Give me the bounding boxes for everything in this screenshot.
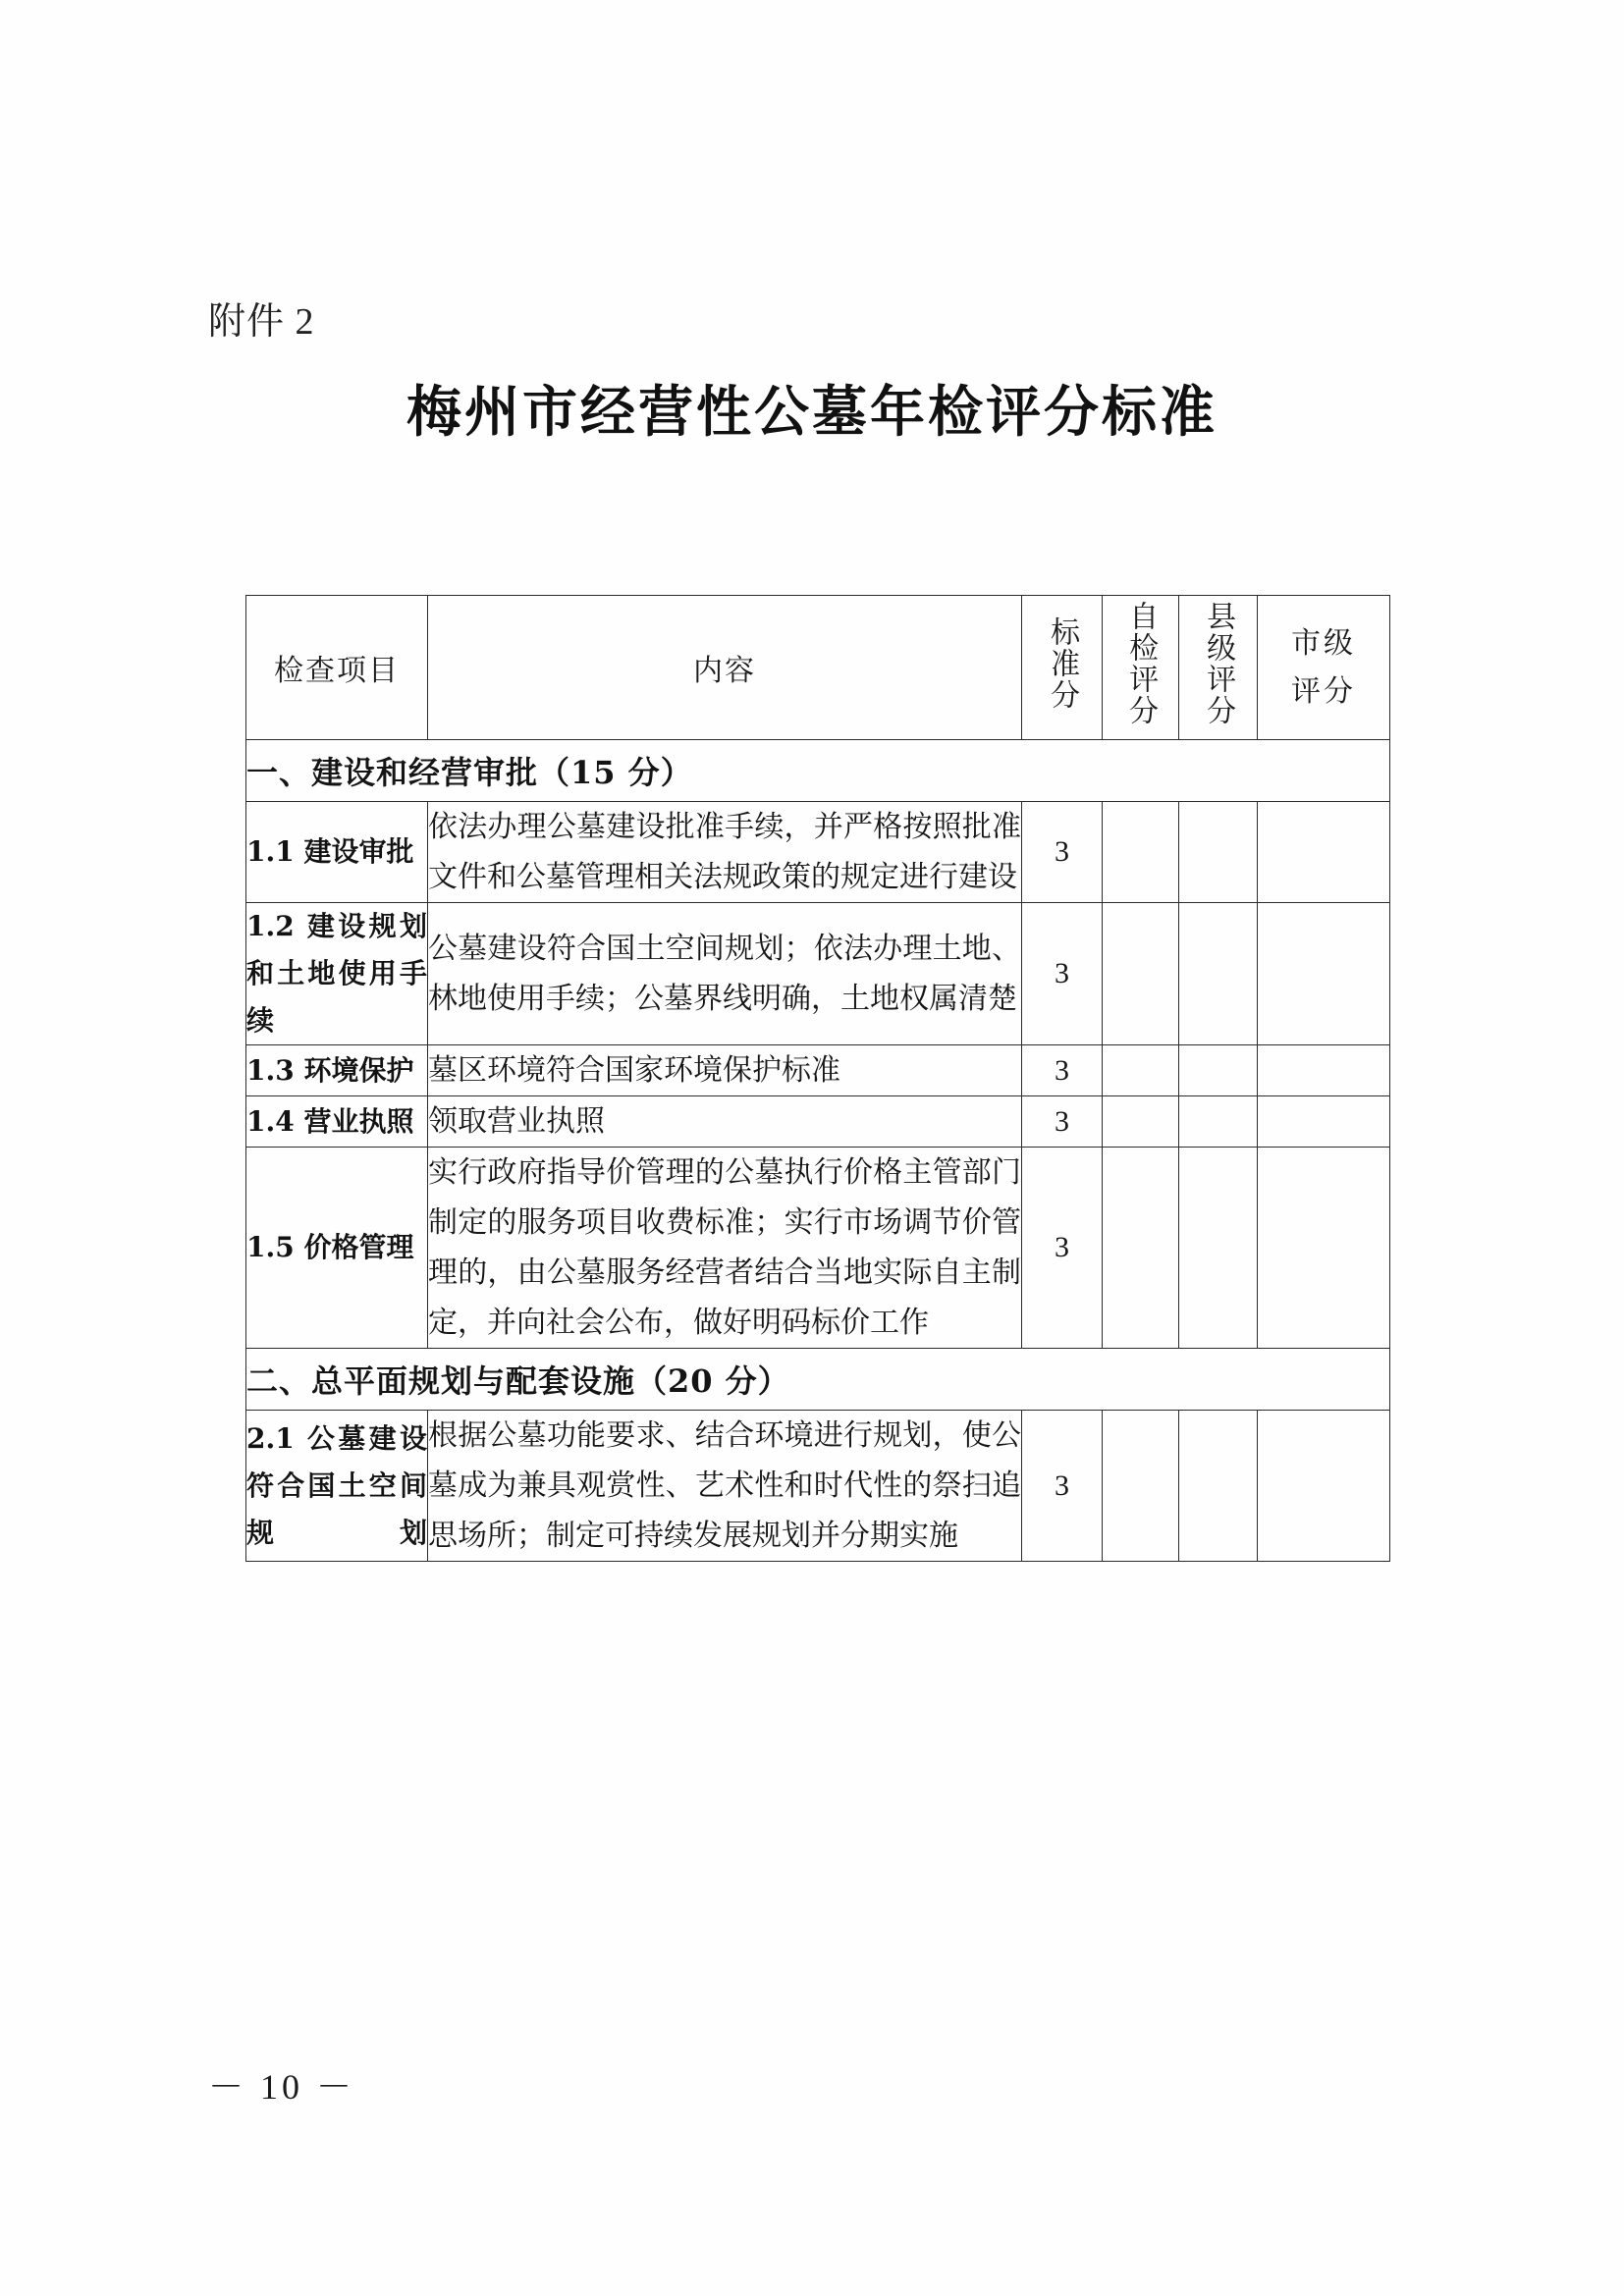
cell-county-score[interactable] (1179, 1096, 1258, 1148)
cell-standard-score: 3 (1022, 1045, 1103, 1096)
cell-item: 1.4 营业执照 (246, 1096, 428, 1148)
section-heading-row (246, 740, 1390, 802)
section-heading-row (246, 1349, 1390, 1411)
cell-standard-score: 3 (1022, 1148, 1103, 1349)
cell-city-score[interactable] (1258, 1148, 1390, 1349)
cell-city-score[interactable] (1258, 1045, 1390, 1096)
header-standard-score (1022, 596, 1103, 740)
cell-content: 领取营业执照 (428, 1096, 1022, 1148)
header-city-score-line2: 评分 (1291, 675, 1356, 708)
cell-self-score[interactable] (1103, 1045, 1179, 1096)
section-heading: 一、建设和经营审批（15 分） (246, 740, 1390, 802)
table-header (246, 596, 1390, 740)
cell-city-score[interactable] (1258, 802, 1390, 903)
cell-city-score[interactable] (1258, 903, 1390, 1045)
cell-standard-score: 3 (1022, 802, 1103, 903)
table-header-row (246, 596, 1390, 740)
cell-content: 公墓建设符合国土空间规划；依法办理土地、林地使用手续；公墓界线明确，土地权属清楚 (428, 903, 1022, 1045)
cell-self-score[interactable] (1103, 1096, 1179, 1148)
header-content-label: 内容 (693, 655, 756, 687)
section-heading: 二、总平面规划与配套设施（20 分） (246, 1349, 1390, 1411)
cell-item: 1.5 价格管理 (246, 1148, 428, 1349)
header-standard-score-label: 标准分 (1046, 616, 1079, 711)
cell-standard-score: 3 (1022, 1411, 1103, 1562)
cell-self-score[interactable] (1103, 1411, 1179, 1562)
cell-content: 依法办理公墓建设批准手续，并严格按照批准文件和公墓管理相关法规政策的规定进行建设 (428, 802, 1022, 903)
cell-county-score[interactable] (1179, 1148, 1258, 1349)
table-row (246, 903, 1390, 1045)
cell-content: 实行政府指导价管理的公墓执行价格主管部门制定的服务项目收费标准；实行市场调节价管理的，由公墓服务经营者结合当地实际自主制定，并向社会公布，做好明码标价工作 (428, 1148, 1022, 1349)
cell-item: 1.1 建设审批 (246, 802, 428, 903)
table-row (246, 1411, 1390, 1562)
cell-county-score[interactable] (1179, 1411, 1258, 1562)
header-self-score-label: 自检评分 (1124, 601, 1158, 726)
header-city-score (1258, 596, 1390, 740)
header-content (428, 596, 1022, 740)
table-row (246, 1096, 1390, 1148)
attachment-label: 附件 2 (208, 301, 315, 343)
header-item (246, 596, 428, 740)
cell-standard-score: 3 (1022, 1096, 1103, 1148)
header-self-score (1103, 596, 1179, 740)
table-row (246, 1148, 1390, 1349)
cell-county-score[interactable] (1179, 903, 1258, 1045)
cell-county-score[interactable] (1179, 802, 1258, 903)
page-title: 梅州市经营性公墓年检评分标准 (406, 380, 1218, 445)
score-table (245, 595, 1390, 1562)
table-row (246, 1045, 1390, 1096)
header-city-score-block (1258, 619, 1389, 717)
cell-city-score[interactable] (1258, 1096, 1390, 1148)
cell-item: 2.1 公墓建设符合国土空间规划 (246, 1411, 428, 1562)
cell-standard-score: 3 (1022, 903, 1103, 1045)
page-footer: － 10 － (208, 2067, 356, 2107)
cell-self-score[interactable] (1103, 802, 1179, 903)
header-item-label: 检查项目 (274, 655, 400, 687)
table-row (246, 802, 1390, 903)
cell-item: 1.2 建设规划和土地使用手续 (246, 903, 428, 1045)
header-county-score (1179, 596, 1258, 740)
header-city-score-line1: 市级 (1291, 626, 1356, 660)
cell-content: 墓区环境符合国家环境保护标准 (428, 1045, 1022, 1096)
table-body (246, 740, 1390, 1562)
cell-item: 1.3 环境保护 (246, 1045, 428, 1096)
cell-city-score[interactable] (1258, 1411, 1390, 1562)
header-county-score-label: 县级评分 (1202, 601, 1235, 726)
cell-self-score[interactable] (1103, 903, 1179, 1045)
cell-self-score[interactable] (1103, 1148, 1179, 1349)
cell-content: 根据公墓功能要求、结合环境进行规划，使公墓成为兼具观赏性、艺术性和时代性的祭扫追思场所；制定可持续发展规划并分期实施 (428, 1411, 1022, 1562)
score-table-wrapper (245, 595, 1389, 1562)
cell-county-score[interactable] (1179, 1045, 1258, 1096)
